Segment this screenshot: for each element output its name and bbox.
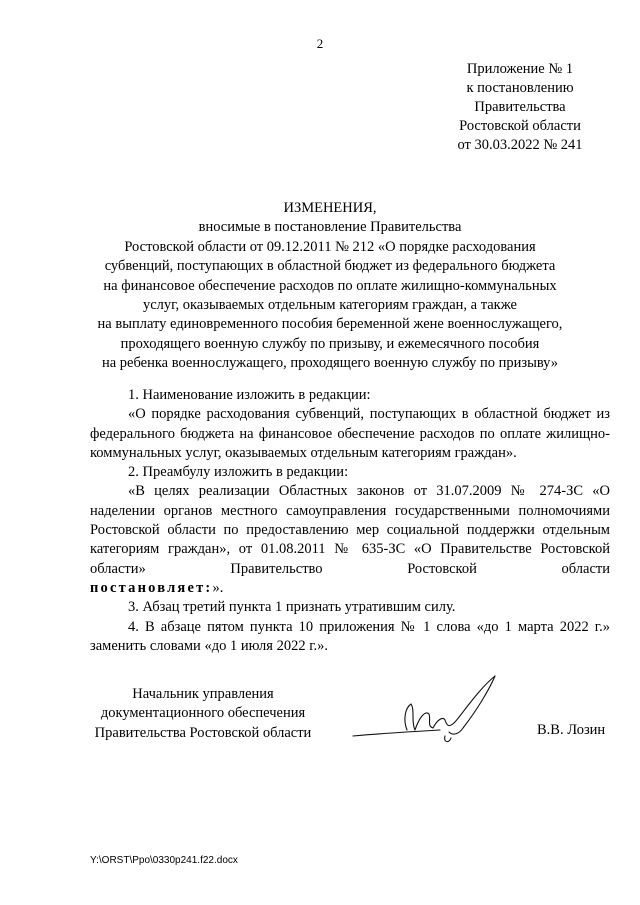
appendix-line: от 30.03.2022 № 241 [457, 137, 583, 153]
item-2-resolution [90, 579, 610, 598]
resolution-end: ». [212, 579, 224, 596]
appendix-line: Приложение № 1 [466, 61, 574, 77]
signatory-title [88, 685, 318, 743]
handwritten-signature [345, 670, 505, 750]
title-line: на финансовое обеспечение расходов по оплате жилищно-коммунальных [103, 277, 557, 294]
title-heading: ИЗМЕНЕНИЯ, [283, 200, 377, 216]
item-1-heading: 1. Наименование изложить в редакции: [128, 387, 371, 403]
item-2-text: «В целях реализации Областных законов от 31.07.2009 № 274-ЗС «О наделении органов местного самоуправления государственными полномочиями Ростовской области по предоставлению мер социальной поддержки отдельным категориям граждан», от 01.08.2011 № 635-ЗС «О Правительстве Ростовской области» Правительство Ростовской области [90, 483, 610, 577]
appendix-line: к постановлению [466, 80, 574, 96]
file-path: Y:\ORST\Ppo\0330p241.f22.docx [90, 855, 238, 866]
title-line: проходящего военную службу по призыву, и ежемесячного пособия [120, 335, 540, 352]
title-line: на выплату единовременного пособия беременной жене военнослужащего, [97, 316, 563, 333]
title-line: вносимые в постановление Правительства [198, 219, 462, 236]
appendix-line: Ростовской области [459, 118, 581, 134]
document-title [70, 199, 590, 374]
title-line: Ростовской области от 09.12.2011 № 212 «О порядке расходования [124, 238, 536, 255]
appendix-header [440, 60, 600, 155]
document-body [90, 386, 610, 656]
title-line: субвенций, поступающих в областной бюджет из федерального бюджета [104, 258, 556, 275]
appendix-line: Правительства [474, 99, 566, 115]
signatory-title-line: Правительства Ростовской области [94, 724, 312, 741]
signatory-title-line: документационного обеспечения [100, 705, 306, 722]
title-line: на ребенка военнослужащего, проходящего военную службу по призыву» [101, 355, 559, 372]
page-number: 2 [316, 36, 324, 51]
signatory-title-line: Начальник управления [132, 686, 274, 702]
title-line: услуг, оказываемых отдельным категориям граждан, а также [143, 297, 517, 314]
signatory-name: В.В. Лозин [537, 722, 606, 738]
resolution-keyword: постановляет: [90, 579, 213, 596]
item-4: 4. В абзаце пятом пункта 10 приложения № 1 слова «до 1 марта 2022 г.» заменить словами «до 1 июля 2022 г.». [90, 618, 610, 654]
item-1-text: «О порядке расходования субвенций, поступающих в областной бюджет из федерального бюджета на финансовое обеспечение расходов по оплате жилищно-коммунальных услуг, оказываемых отдельным категориям граждан». [90, 406, 610, 461]
item-2-heading: 2. Преамбулу изложить в редакции: [128, 464, 349, 481]
item-3: 3. Абзац третий пункта 1 признать утратившим силу. [128, 599, 456, 616]
